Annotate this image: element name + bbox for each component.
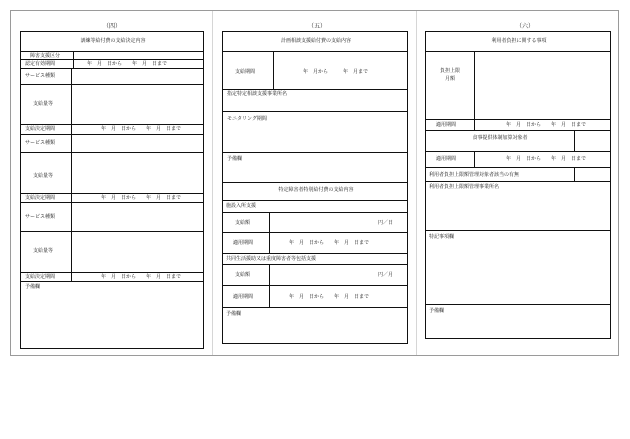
per-day-unit: 円／日 (377, 220, 393, 226)
panel-number-6: （六） (515, 23, 534, 30)
meal-provision-label: 食事提供体制加算対象者 (472, 135, 528, 141)
notes-label-5: 予備欄 (227, 156, 243, 162)
certification-period-label: 認定有効期間 (25, 61, 56, 67)
meal-period-label: 適用期間 (436, 156, 457, 162)
burden-cap-label: 負担上限 月額 (439, 68, 460, 82)
decision-range-2: 年 月 日から 年 月 日まで (101, 195, 182, 201)
cap-management-label: 利用者負担上限額管理対象者該当の有無 (429, 172, 520, 178)
decision-range-3: 年 月 日から 年 月 日まで (101, 274, 182, 280)
applicable-period-label-2: 適用期間 (233, 294, 254, 300)
designated-office-label: 指定特定相談支援事業所名 (227, 91, 288, 97)
applicable-range-6: 年 月 日から 年 月 日まで (506, 122, 587, 128)
panel-6-box (425, 31, 611, 339)
panel-5-box (222, 31, 408, 344)
service-type-label-3: サービス種類 (25, 214, 56, 220)
payment-amount-label-1: 支給量等 (33, 101, 54, 107)
fold-line-1 (212, 11, 213, 355)
panel-6-title: 利用者負担に関する事項 (491, 38, 547, 44)
meal-period-range: 年 月 日から 年 月 日まで (506, 156, 587, 162)
disability-category-label: 障害支援区分 (30, 53, 61, 59)
service-type-label-2: サービス種類 (25, 140, 56, 146)
group-home-label: 共同生活援助又は重度障害者等包括支援 (226, 256, 317, 262)
amount-label-2: 支給額 (235, 272, 251, 278)
special-notes-label: 特記事項欄 (429, 234, 455, 240)
decision-period-label-2: 支給決定期間 (25, 195, 56, 201)
applicable-period-label-6: 適用期間 (436, 122, 457, 128)
panel-4-title: 訓練等給付費の支給決定内容 (80, 38, 146, 44)
panel-4-box (20, 31, 204, 349)
service-type-label-1: サービス種類 (25, 73, 56, 79)
applicable-range-1: 年 月 日から 年 月 日まで (289, 240, 370, 246)
payment-period-range: 年 月から 年 月まで (303, 69, 369, 75)
form-sheet (10, 10, 619, 356)
notes-label-6: 予備欄 (429, 308, 445, 314)
panel-5-title: 計画相談支援給付費の支給内容 (280, 38, 351, 44)
decision-range-1: 年 月 日から 年 月 日まで (101, 126, 182, 132)
cap-office-label: 利用者負担上限額管理事業所名 (429, 184, 500, 190)
applicable-range-2: 年 月 日から 年 月 日まで (289, 294, 370, 300)
payment-amount-label-2: 支給量等 (33, 173, 54, 179)
payment-amount-label-3: 支給量等 (33, 248, 54, 254)
amount-label-1: 支給額 (235, 220, 251, 226)
decision-period-label-1: 支給決定期間 (25, 126, 56, 132)
facility-support-label: 施設入所支援 (226, 203, 257, 209)
monitoring-period-label: モニタリング期間 (227, 116, 267, 122)
notes-label-5b: 予備欄 (226, 311, 242, 317)
applicable-period-label-1: 適用期間 (233, 240, 254, 246)
fold-line-2 (416, 11, 417, 355)
panel-number-4: （四） (102, 23, 121, 30)
decision-period-label-3: 支給決定期間 (25, 274, 56, 280)
panel-number-5: （五） (307, 23, 326, 30)
payment-period-label: 支給期間 (235, 69, 256, 75)
per-month-unit: 円／月 (377, 272, 393, 278)
certification-range: 年 月 日から 年 月 日まで (87, 61, 168, 67)
notes-label-4: 予備欄 (25, 284, 41, 290)
special-benefit-title: 特定障害者特別給付費の支給内容 (278, 187, 354, 193)
